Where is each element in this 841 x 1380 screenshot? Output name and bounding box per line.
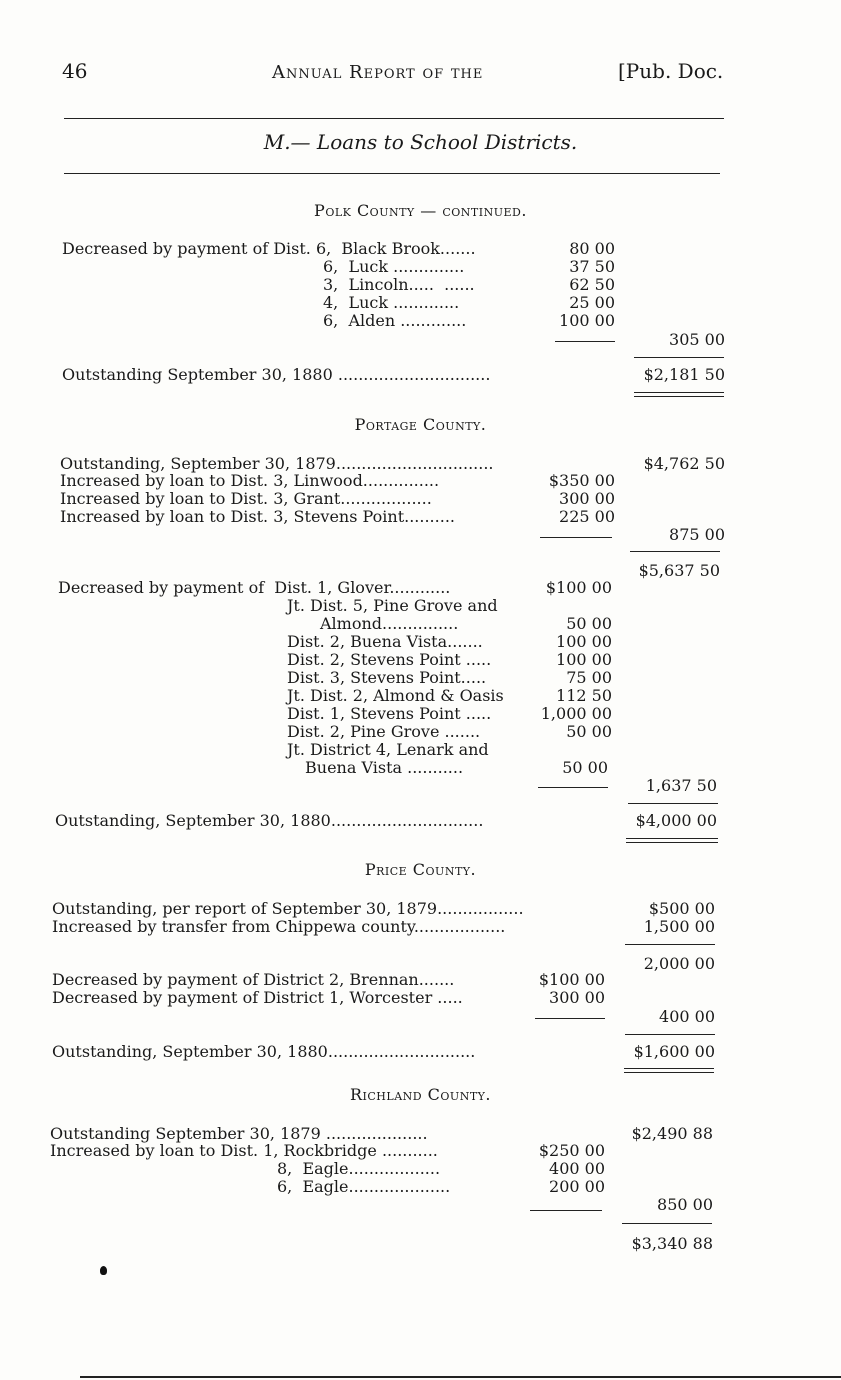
double-rule — [634, 392, 724, 397]
richland-increase-amount: 200 00 — [549, 1177, 605, 1196]
portage-decrease-row: Decreased by payment of Dist. 1, Glover............ — [58, 578, 451, 597]
column-rule — [630, 551, 720, 552]
page-number: 46 — [62, 59, 88, 83]
price-decrease-amount: 300 00 — [549, 988, 605, 1007]
portage-increase-row: Increased by loan to Dist. 3, Grant.................. — [60, 489, 432, 508]
portage-decrease-amount: 112 50 — [556, 686, 612, 705]
polk-amount: 37 50 — [569, 257, 615, 276]
polk-outstanding-total: $2,181 50 — [643, 365, 725, 384]
ink-mark — [100, 1266, 107, 1275]
price-row: Outstanding, per report of September 30, 1879................. — [52, 899, 524, 918]
portage-increase-amount: 300 00 — [559, 489, 615, 508]
bottom-rule — [80, 1376, 841, 1378]
portage-decrease-amount: 100 00 — [556, 650, 612, 669]
portage-decrease-row: Jt. Dist. 5, Pine Grove and — [287, 596, 498, 615]
price-row: Increased by transfer from Chippewa county.................. — [52, 917, 506, 936]
portage-decrease-amount: $100 00 — [545, 578, 612, 597]
price-decrease-row: Decreased by payment of District 2, Brennan....... — [52, 970, 455, 989]
polk-row: 6, Luck .............. — [323, 257, 465, 276]
column-rule — [634, 357, 724, 358]
portage-outstanding-total: $4,000 00 — [635, 811, 717, 830]
portage-decrease-amount: 50 00 — [566, 722, 612, 741]
polk-row: 6, Alden ............. — [323, 311, 467, 330]
portage-decrease-row: Jt. District 4, Lenark and — [287, 740, 489, 759]
document-label: [Pub. Doc. — [618, 59, 724, 83]
portage-outstanding-label: Outstanding, September 30, 1880.............................. — [55, 811, 484, 830]
price-subtotal: 2,000 00 — [643, 954, 715, 973]
price-heading: Price County. — [364, 860, 477, 879]
richland-heading: Richland County. — [349, 1085, 492, 1104]
richland-increase-amount: $250 00 — [538, 1141, 605, 1160]
price-outstanding-total: $1,600 00 — [633, 1042, 715, 1061]
portage-decrease-amount: 50 00 — [566, 614, 612, 633]
column-rule — [625, 944, 715, 945]
polk-amount: 100 00 — [559, 311, 615, 330]
richland-total: $3,340 88 — [631, 1234, 713, 1253]
richland-outstanding-1879-label: Outstanding September 30, 1879 .................... — [50, 1124, 428, 1143]
price-amount: 1,500 00 — [643, 917, 715, 936]
portage-decrease-row: Jt. Dist. 2, Almond & Oasis — [287, 686, 504, 705]
portage-decrease-total: 1,637 50 — [645, 776, 717, 795]
portage-heading: Portage County. — [354, 415, 487, 434]
column-rule — [540, 537, 612, 538]
richland-increase-row: 6, Eagle.................... — [277, 1177, 451, 1196]
column-rule — [628, 803, 718, 804]
column-rule — [535, 1018, 605, 1019]
polk-outstanding-label: Outstanding September 30, 1880 .............................. — [62, 365, 491, 384]
portage-increase-total: 875 00 — [669, 525, 725, 544]
column-rule — [555, 341, 615, 342]
price-decrease-row: Decreased by payment of District 1, Worcester ..... — [52, 988, 463, 1007]
price-decrease-amount: $100 00 — [538, 970, 605, 989]
polk-row: 4, Luck ............. — [323, 293, 460, 312]
portage-outstanding-1879: $4,762 50 — [643, 454, 725, 473]
portage-decrease-row: Almond............... — [320, 614, 459, 633]
column-rule — [622, 1223, 712, 1224]
price-decrease-total: 400 00 — [659, 1007, 715, 1026]
portage-increase-row: Increased by loan to Dist. 3, Stevens Point.......... — [60, 507, 455, 526]
running-title: Annual Report of the — [272, 62, 484, 83]
portage-decrease-amount: 1,000 00 — [540, 704, 612, 723]
polk-row: Decreased by payment of Dist. 6, Black Brook....... — [62, 239, 476, 258]
portage-decrease-amount: 75 00 — [566, 668, 612, 687]
richland-increase-row: 8, Eagle.................. — [277, 1159, 441, 1178]
portage-decrease-amount: 100 00 — [556, 632, 612, 651]
section-rule — [64, 173, 720, 174]
polk-row: 3, Lincoln..... ...... — [323, 275, 475, 294]
richland-increase-amount: 400 00 — [549, 1159, 605, 1178]
richland-increase-row: Increased by loan to Dist. 1, Rockbridge ........... — [50, 1141, 438, 1160]
portage-increase-amount: 225 00 — [559, 507, 615, 526]
header-rule — [64, 118, 724, 119]
portage-decrease-row: Buena Vista ........... — [305, 758, 464, 777]
richland-increase-total: 850 00 — [657, 1195, 713, 1214]
section-title: M.— Loans to School Districts. — [263, 130, 578, 154]
portage-decrease-amount: 50 00 — [562, 758, 608, 777]
column-rule — [538, 787, 608, 788]
column-rule — [530, 1210, 602, 1211]
portage-decrease-row: Dist. 2, Buena Vista....... — [287, 632, 483, 651]
portage-subtotal: $5,637 50 — [638, 561, 720, 580]
polk-decrease-total: 305 00 — [669, 330, 725, 349]
portage-decrease-row: Dist. 3, Stevens Point..... — [287, 668, 487, 687]
price-amount: $500 00 — [648, 899, 715, 918]
portage-decrease-row: Dist. 2, Pine Grove ....... — [287, 722, 481, 741]
column-rule — [625, 1034, 715, 1035]
richland-outstanding-1879: $2,490 88 — [631, 1124, 713, 1143]
portage-outstanding-1879-label: Outstanding, September 30, 1879............................... — [60, 454, 494, 473]
double-rule — [626, 838, 718, 843]
portage-increase-amount: $350 00 — [548, 471, 615, 490]
polk-amount: 25 00 — [569, 293, 615, 312]
double-rule — [624, 1068, 714, 1073]
polk-amount: 80 00 — [569, 239, 615, 258]
portage-decrease-row: Dist. 2, Stevens Point ..... — [287, 650, 492, 669]
portage-increase-row: Increased by loan to Dist. 3, Linwood............... — [60, 471, 440, 490]
polk-heading: Polk County — continued. — [314, 201, 527, 220]
portage-decrease-row: Dist. 1, Stevens Point ..... — [287, 704, 492, 723]
price-outstanding-label: Outstanding, September 30, 1880............................. — [52, 1042, 476, 1061]
polk-amount: 62 50 — [569, 275, 615, 294]
